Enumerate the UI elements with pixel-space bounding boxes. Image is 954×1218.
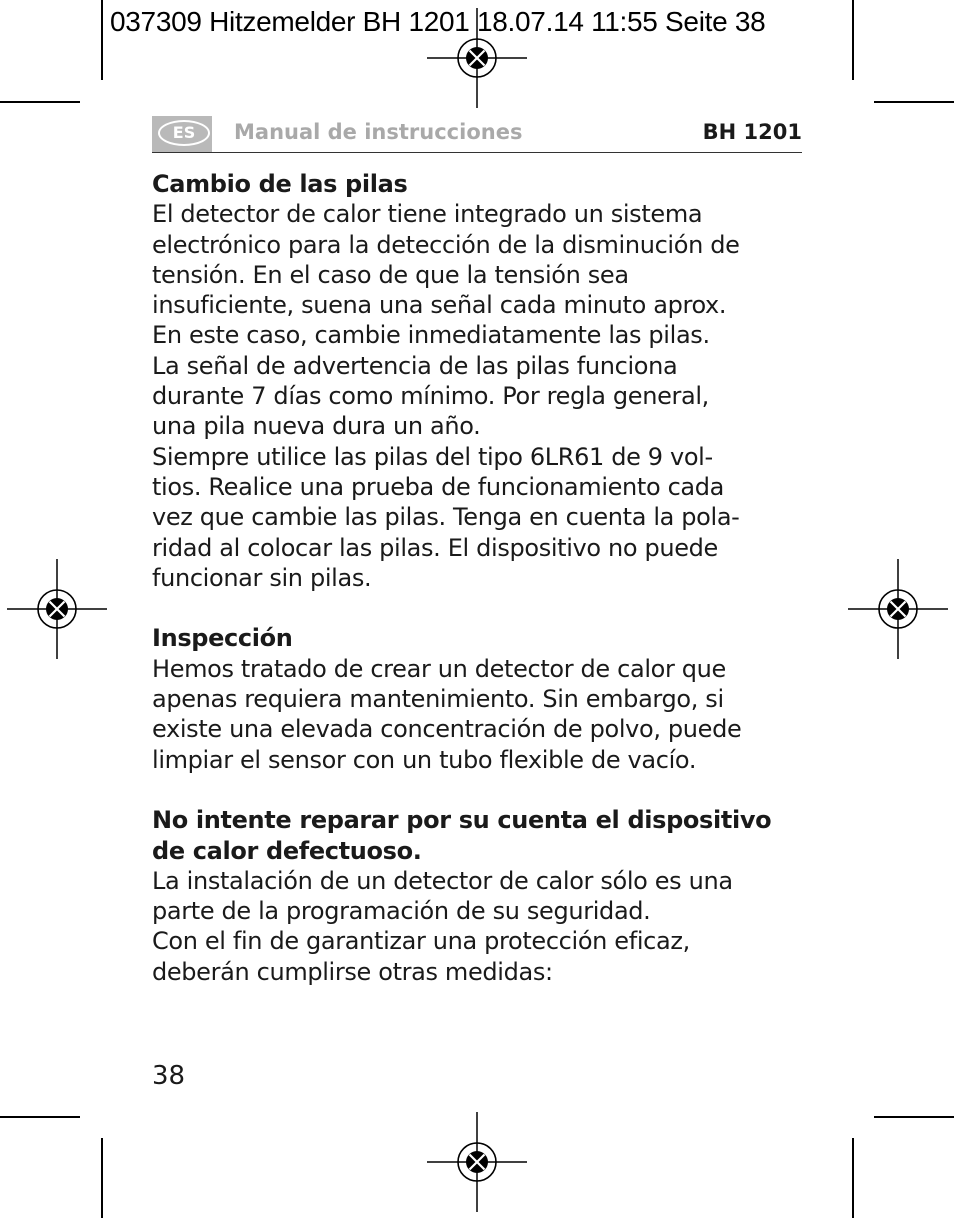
language-badge (152, 116, 212, 152)
text-line: tensión. En el caso de que la tensión sea (152, 260, 629, 289)
section-repair-warning (152, 805, 802, 987)
registration-mark-top-icon (427, 8, 527, 108)
print-slug: 037309 Hitzemelder BH 1201 18.07.14 11:55 Seite 38 (110, 6, 766, 37)
page-number: 38 (152, 1061, 186, 1091)
section-inspection (152, 623, 802, 774)
crop-mark-top-right-h (874, 101, 954, 103)
crop-mark-bottom-left-h (0, 1116, 80, 1118)
text-line: existe una elevada concentración de polvo, puede (152, 715, 742, 744)
crop-mark-top-left-v (101, 0, 103, 80)
crop-mark-bottom-left-v (101, 1138, 103, 1218)
text-line: Hemos tratado de crear un detector de calor que (152, 654, 726, 683)
text-line: ridad al colocar las pilas. El dispositivo no puede (152, 533, 718, 562)
text-line: electrónico para la detección de la disminución de (152, 230, 740, 259)
model-number: BH 1201 (702, 120, 802, 144)
text-line: tios. Realice una prueba de funcionamiento cada (152, 472, 725, 501)
section-battery-change (152, 169, 802, 593)
section-heading: Inspección (152, 624, 293, 653)
text-line: limpiar el sensor con un tubo flexible de vacío. (152, 745, 697, 774)
crop-mark-top-left-h (0, 101, 80, 103)
language-badge-label: ES (158, 120, 210, 146)
section-heading: No intente reparar por su cuenta el dispositivo (152, 806, 772, 835)
text-line: deberán cumplirse otras medidas: (152, 957, 553, 986)
text-line: insuficiente, suena una señal cada minuto aprox. (152, 291, 727, 320)
section-heading: Cambio de las pilas (152, 170, 408, 198)
text-line: El detector de calor tiene integrado un sistema (152, 200, 703, 229)
text-line: apenas requiera mantenimiento. Sin embargo, si (152, 685, 724, 714)
text-line: parte de la programación de su seguridad. (152, 897, 651, 926)
registration-mark-bottom-icon (427, 1112, 527, 1212)
crop-mark-top-right-v (852, 0, 854, 80)
registration-mark-left-icon (7, 559, 107, 659)
text-line: La señal de advertencia de las pilas funciona (152, 351, 678, 380)
text-line: funcionar sin pilas. (152, 563, 372, 592)
text-line: La instalación de un detector de calor sólo es una (152, 866, 733, 895)
page-content (152, 169, 802, 987)
text-line: vez que cambie las pilas. Tenga en cuenta la pola- (152, 503, 740, 532)
text-line: Con el fin de garantizar una protección eficaz, (152, 927, 690, 956)
text-line: una pila nueva dura un año. (152, 412, 481, 441)
text-line: durante 7 días como mínimo. Por regla general, (152, 382, 709, 411)
paragraph-gap (152, 593, 802, 623)
registration-mark-right-icon (848, 559, 948, 659)
section-heading: de calor defectuoso. (152, 836, 422, 865)
manual-title: Manual de instrucciones (234, 120, 523, 144)
paragraph-gap (152, 775, 802, 805)
crop-mark-bottom-right-h (874, 1116, 954, 1118)
text-line: Siempre utilice las pilas del tipo 6LR61 de 9 vol- (152, 442, 713, 471)
running-header (152, 116, 802, 153)
crop-mark-bottom-right-v (852, 1138, 854, 1218)
text-line: En este caso, cambie inmediatamente las pilas. (152, 321, 710, 350)
